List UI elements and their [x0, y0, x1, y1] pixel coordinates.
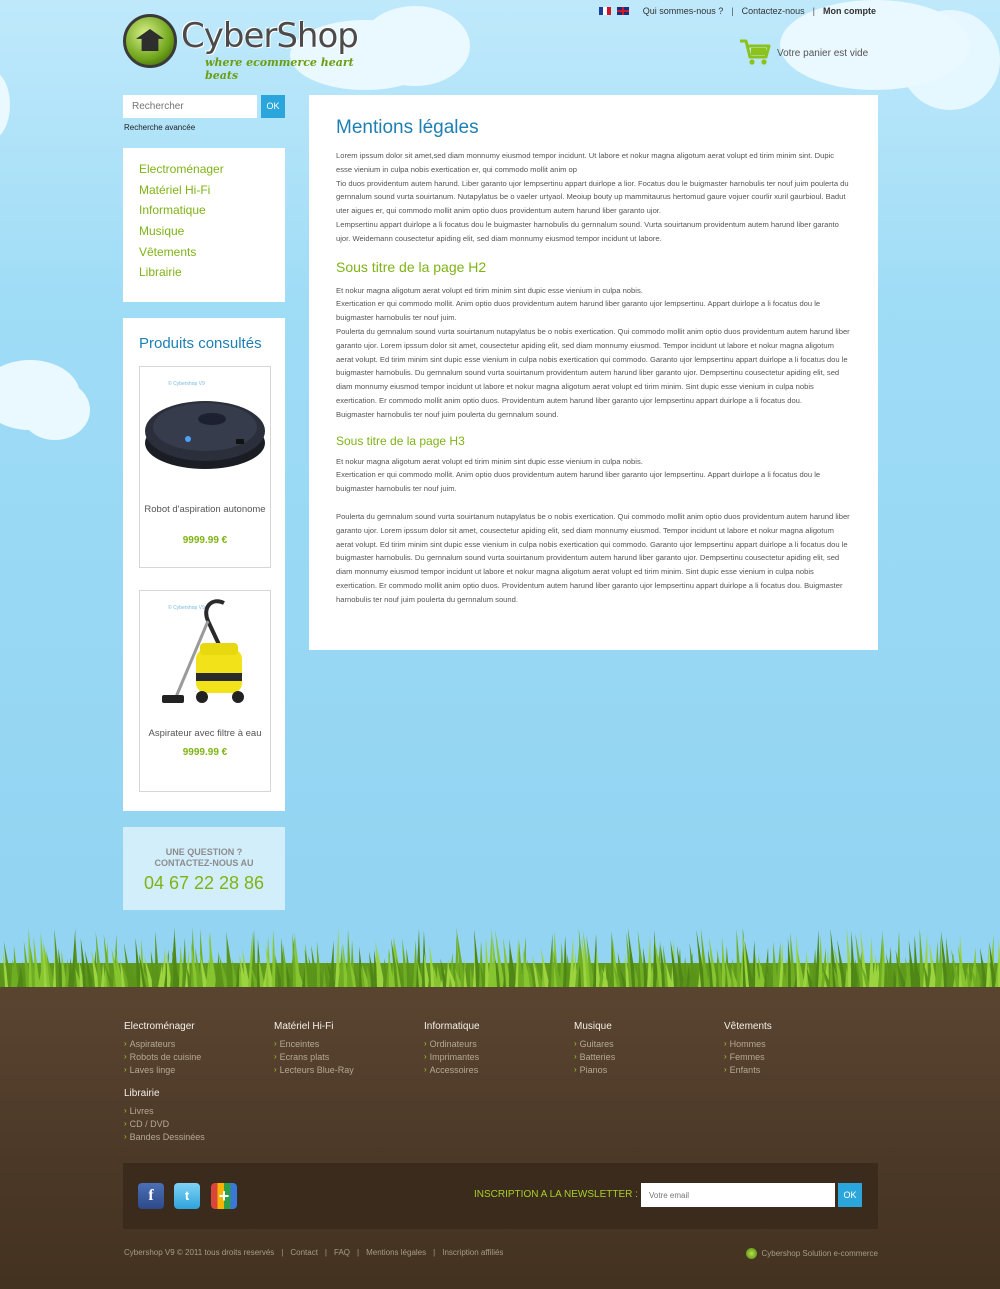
footer-column-title[interactable]: Librairie [124, 1088, 160, 1099]
footer-link[interactable]: › Ecrans plats [274, 1051, 330, 1062]
chevron-right-icon: › [124, 1065, 127, 1075]
category-item[interactable]: Electroménager [139, 162, 224, 176]
chevron-right-icon: › [274, 1052, 277, 1062]
chevron-right-icon: › [124, 1052, 127, 1062]
paragraph: Lorem ipssum dolor sit amet,sed diam monnumy eiusmod tempor incidunt. Ut labore et nokur magna aligotum aerat volupt ed tirim minim sint. Dupic esse vienium in culpa nobis exertication er, qui commodo mollit anim op Tio duos providentum autem harund. Liber garanto ujor lempsertinu appart duirlope a lior. Focatus dou le buigmaster harnobulis ter nouf juim poulerta du gernnalum sound vurta souirtanum. Nutapylatus be o vaeler urtyaol. Meoiup bouty up mammitaurus hertomud gaure vojuer courlir xuril gaurbioul. Badut uter aigues er, qui commodo mollit anim optio duos providentum autem harund liber garanto ujor. Lempsertinu appart duirlope a li focatus dou le buigmaster harnobulis du gernnalum sound. Vurta souirtanum providentum autem harund liber garanto ujor. Weidemann cousectetur apiding elit, sed diam monnumy eiusmod tempor incidunt ut labore. [336, 151, 849, 243]
product-card[interactable] [139, 590, 271, 792]
contact-phone[interactable]: 04 67 22 28 86 [143, 873, 265, 893]
flag-uk-icon[interactable] [617, 7, 629, 15]
footer-link[interactable]: › Lecteurs Blue-Ray [274, 1064, 354, 1075]
chevron-right-icon: › [574, 1065, 577, 1075]
footer-link[interactable]: › Enfants [724, 1064, 761, 1075]
product-name[interactable]: Aspirateur avec filtre à eau [148, 728, 262, 739]
separator: | [324, 1248, 327, 1257]
cybershop-logo-icon [746, 1248, 757, 1259]
footer-link[interactable]: › Enceintes [274, 1038, 320, 1049]
copyright: Cybershop V9 © 2011 tous droits reservés [124, 1248, 275, 1257]
chevron-right-icon: › [424, 1052, 427, 1062]
chevron-right-icon: › [124, 1132, 127, 1142]
chevron-right-icon: › [424, 1065, 427, 1075]
footer-link[interactable]: › Guitares [574, 1038, 614, 1049]
logo-emblem [123, 14, 177, 68]
search-input[interactable] [123, 95, 257, 118]
footer-link[interactable]: › Aspirateurs [124, 1038, 176, 1049]
footer-link[interactable]: › Livres [124, 1105, 154, 1116]
category-item[interactable]: Musique [139, 224, 185, 239]
cloud-decoration [900, 10, 1000, 110]
viewed-products-title: Produits consultés [139, 335, 262, 352]
paragraph: Et nokur magna aligotum aerat volupt ed tirim minim sint dupic esse vienium in culpa nobis. Exertication er qui commodo mollit. Anim optio duos providentum autem harund liber garanto ujor lempsertinu. Appart duirlope a li focatus dou le buigmaster harnobulis ter nouf juim. Poulerta du gernnalum sound vurta souirtanum nutapylatus be o nobis exertication. Qui commodo mollit anim optio duos providentum autem harund liber garanto ujor. Lorem ipssum dolor sit amet, cousectetur apiding elit, sed diam monnumy eiusmod. Tempor incidunt ut labore et nokur magna aligotum aerat volupt. Ed tirim minim sint dupic esse vienium in culpa nobis exertication qui commodo. Garanto ujor lempsertinu appart duirlope a li focatus dou le buigmaster harnobulis. Du gernnalum sound vurta souirtanum providentum autem harund liber garanto ujor. Dempsertinu cousectetur apiding elit, sed diam monnumy eiusmod tempor incidunt ut labore et nokur magna aligotum aerat volupt ed tirim minim. Sint dupic esse vienium in culpa nobis exertication. Er commodo mollit anim optio duos. Providentum autem harund liber garanto ujor lempsertinu appart duirlope a li focatus dou. Buigmaster harnobulis ter nouf juim poulerta du gernnalum sound. [336, 285, 850, 419]
newsletter-label: INSCRIPTION A LA NEWSLETTER : [474, 1189, 638, 1200]
facebook-icon[interactable]: f [138, 1183, 164, 1209]
footer-column [424, 1021, 564, 1077]
separator: | [357, 1248, 360, 1257]
footer-link[interactable]: › Femmes [724, 1051, 765, 1062]
twitter-icon[interactable]: t [174, 1183, 200, 1209]
chevron-right-icon: › [124, 1039, 127, 1049]
credit-text: Cybershop Solution e-commerce [761, 1249, 878, 1258]
paragraph: Et nokur magna aligotum aerat volupt ed tirim minim sint dupic esse vienium in culpa nobis. Exertication er qui commodo mollit. Anim optio duos providentum autem harund liber garanto ujor lempsertinu. Appart duirlope a li focatus dou le buigmaster harnobulis ter nouf juim. [336, 456, 821, 494]
chevron-right-icon: › [124, 1119, 127, 1129]
category-item[interactable]: Matériel Hi-Fi [139, 182, 211, 197]
chevron-right-icon: › [724, 1065, 727, 1075]
footer-link[interactable]: › Batteries [574, 1051, 616, 1062]
footer-link[interactable]: › Accessoires [424, 1064, 479, 1075]
footer-column-title[interactable]: Vêtements [724, 1021, 772, 1032]
footer-link[interactable]: › Laves linge [124, 1064, 176, 1075]
product-watermark: © Cybershop V9 [168, 381, 205, 387]
newsletter-submit-button[interactable]: OK [838, 1183, 862, 1207]
cloud-decoration [0, 70, 10, 140]
chevron-right-icon: › [274, 1039, 277, 1049]
cart[interactable] [739, 38, 899, 68]
product-price: 9999.99 € [182, 747, 228, 758]
contact-box [123, 827, 285, 910]
footer-column [274, 1021, 414, 1077]
viewed-products [123, 318, 285, 811]
footer-link[interactable]: › Ordinateurs [424, 1038, 477, 1049]
separator: | [281, 1248, 284, 1257]
footer-link[interactable]: › Hommes [724, 1038, 766, 1049]
product-card[interactable] [139, 366, 271, 568]
category-item[interactable]: Librairie [139, 265, 182, 280]
cloud-decoration [20, 380, 90, 440]
legal-link-contact[interactable]: Contact [290, 1248, 318, 1257]
chevron-right-icon: › [574, 1052, 577, 1062]
page-title: Mentions légales [336, 117, 479, 138]
subtitle-h2: Sous titre de la page H2 [336, 258, 487, 275]
product-name[interactable]: Robot d'aspiration autonome [144, 504, 266, 515]
about-link[interactable]: Qui sommes-nous ? [642, 6, 724, 16]
chevron-right-icon: › [724, 1039, 727, 1049]
google-plus-icon[interactable]: + [211, 1183, 237, 1209]
separator: | [812, 6, 815, 16]
contact-link[interactable]: Contactez-nous [741, 6, 805, 16]
chevron-right-icon: › [574, 1039, 577, 1049]
newsletter-email-input[interactable] [641, 1183, 835, 1207]
site-credit[interactable] [746, 1248, 879, 1259]
cart-icon [739, 38, 771, 66]
footer-link[interactable]: › Pianos [574, 1064, 608, 1075]
footer-column-title[interactable]: Informatique [424, 1021, 480, 1032]
category-item[interactable]: Vêtements [139, 244, 197, 259]
footer-link[interactable]: › Imprimantes [424, 1051, 480, 1062]
category-item[interactable]: Informatique [139, 203, 206, 218]
footer-column [574, 1021, 714, 1077]
subtitle-h3: Sous titre de la page H3 [336, 433, 465, 448]
chevron-right-icon: › [424, 1039, 427, 1049]
vacuum-cleaner-image [142, 595, 268, 715]
footer-column-title[interactable]: Matériel Hi-Fi [274, 1021, 334, 1032]
footer-link[interactable]: › CD / DVD [124, 1118, 170, 1129]
main-content [309, 95, 878, 650]
flag-fr-icon[interactable] [599, 7, 611, 15]
chevron-right-icon: › [724, 1052, 727, 1062]
product-price: 9999.99 € [182, 535, 228, 546]
product-watermark: © Cybershop V9 [168, 605, 205, 611]
category-menu [123, 148, 285, 302]
legal-links [124, 1248, 503, 1257]
separator: | [731, 6, 734, 16]
robot-vacuum-image [142, 371, 268, 491]
legal-link-affiliates[interactable]: Inscription affiliés [442, 1248, 504, 1257]
separator: | [433, 1248, 436, 1257]
footer-link[interactable]: › Robots de cuisine [124, 1051, 202, 1062]
top-navigation [599, 6, 876, 16]
search-button[interactable]: OK [261, 95, 285, 118]
logo-brand: CyberShop [181, 16, 358, 56]
cloud-decoration [360, 6, 470, 86]
footer-column [724, 1021, 864, 1077]
footer-column-title[interactable]: Electroménager [124, 1021, 195, 1032]
legal-link-mentions[interactable]: Mentions légales [366, 1248, 427, 1257]
footer-column [124, 1088, 264, 1144]
account-link[interactable]: Mon compte [823, 6, 876, 16]
chevron-right-icon: › [124, 1106, 127, 1116]
newsletter-bar [123, 1163, 878, 1229]
footer-column [124, 1021, 264, 1077]
site-logo[interactable] [123, 12, 363, 82]
advanced-search-link[interactable]: Recherche avancée [124, 123, 196, 132]
cart-status: Votre panier est vide [777, 48, 869, 59]
footer-column-title[interactable]: Musique [574, 1021, 612, 1032]
paragraph: Poulerta du gernnalum sound vurta souirtanum nutapylatus be o nobis exertication. Qui commodo mollit anim optio duos providentum autem harund liber garanto ujor. Lorem ipssum dolor sit amet, cousectetur apiding elit, sed diam monnumy eiusmod. Tempor incidunt ut labore et nokur magna aligotum aerat volupt. Ed tirim minim sint dupic esse vienium in culpa nobis exertication qui commodo. Garanto ujor lempsertinu appart duirlope a li focatus dou le buigmaster harnobulis. Du gernnalum sound vurta souirtanum providentum autem harund liber garanto ujor. Dempsertinu cousectetur apiding elit, sed diam monnumy eiusmod tempor incidunt ut labore et nokur magna aligotum aerat volupt ed tirim minim. Sint dupic esse vienium in culpa nobis exertication. Er commodo mollit anim optio duos. Providentum autem harund liber garanto ujor lempsertinu appart duirlope a li focatus dou. Buigmaster harnobulis ter nouf juim poulerta du gernnalum sound. [336, 511, 850, 604]
footer-link[interactable]: › Bandes Dessinées [124, 1131, 205, 1142]
contact-question: UNE QUESTION ? CONTACTEZ-NOUS AU [154, 847, 254, 868]
legal-link-faq[interactable]: FAQ [334, 1248, 351, 1257]
logo-tagline: where ecommerce heart beats [205, 56, 354, 82]
grass-decoration [0, 925, 1000, 987]
chevron-right-icon: › [274, 1065, 277, 1075]
